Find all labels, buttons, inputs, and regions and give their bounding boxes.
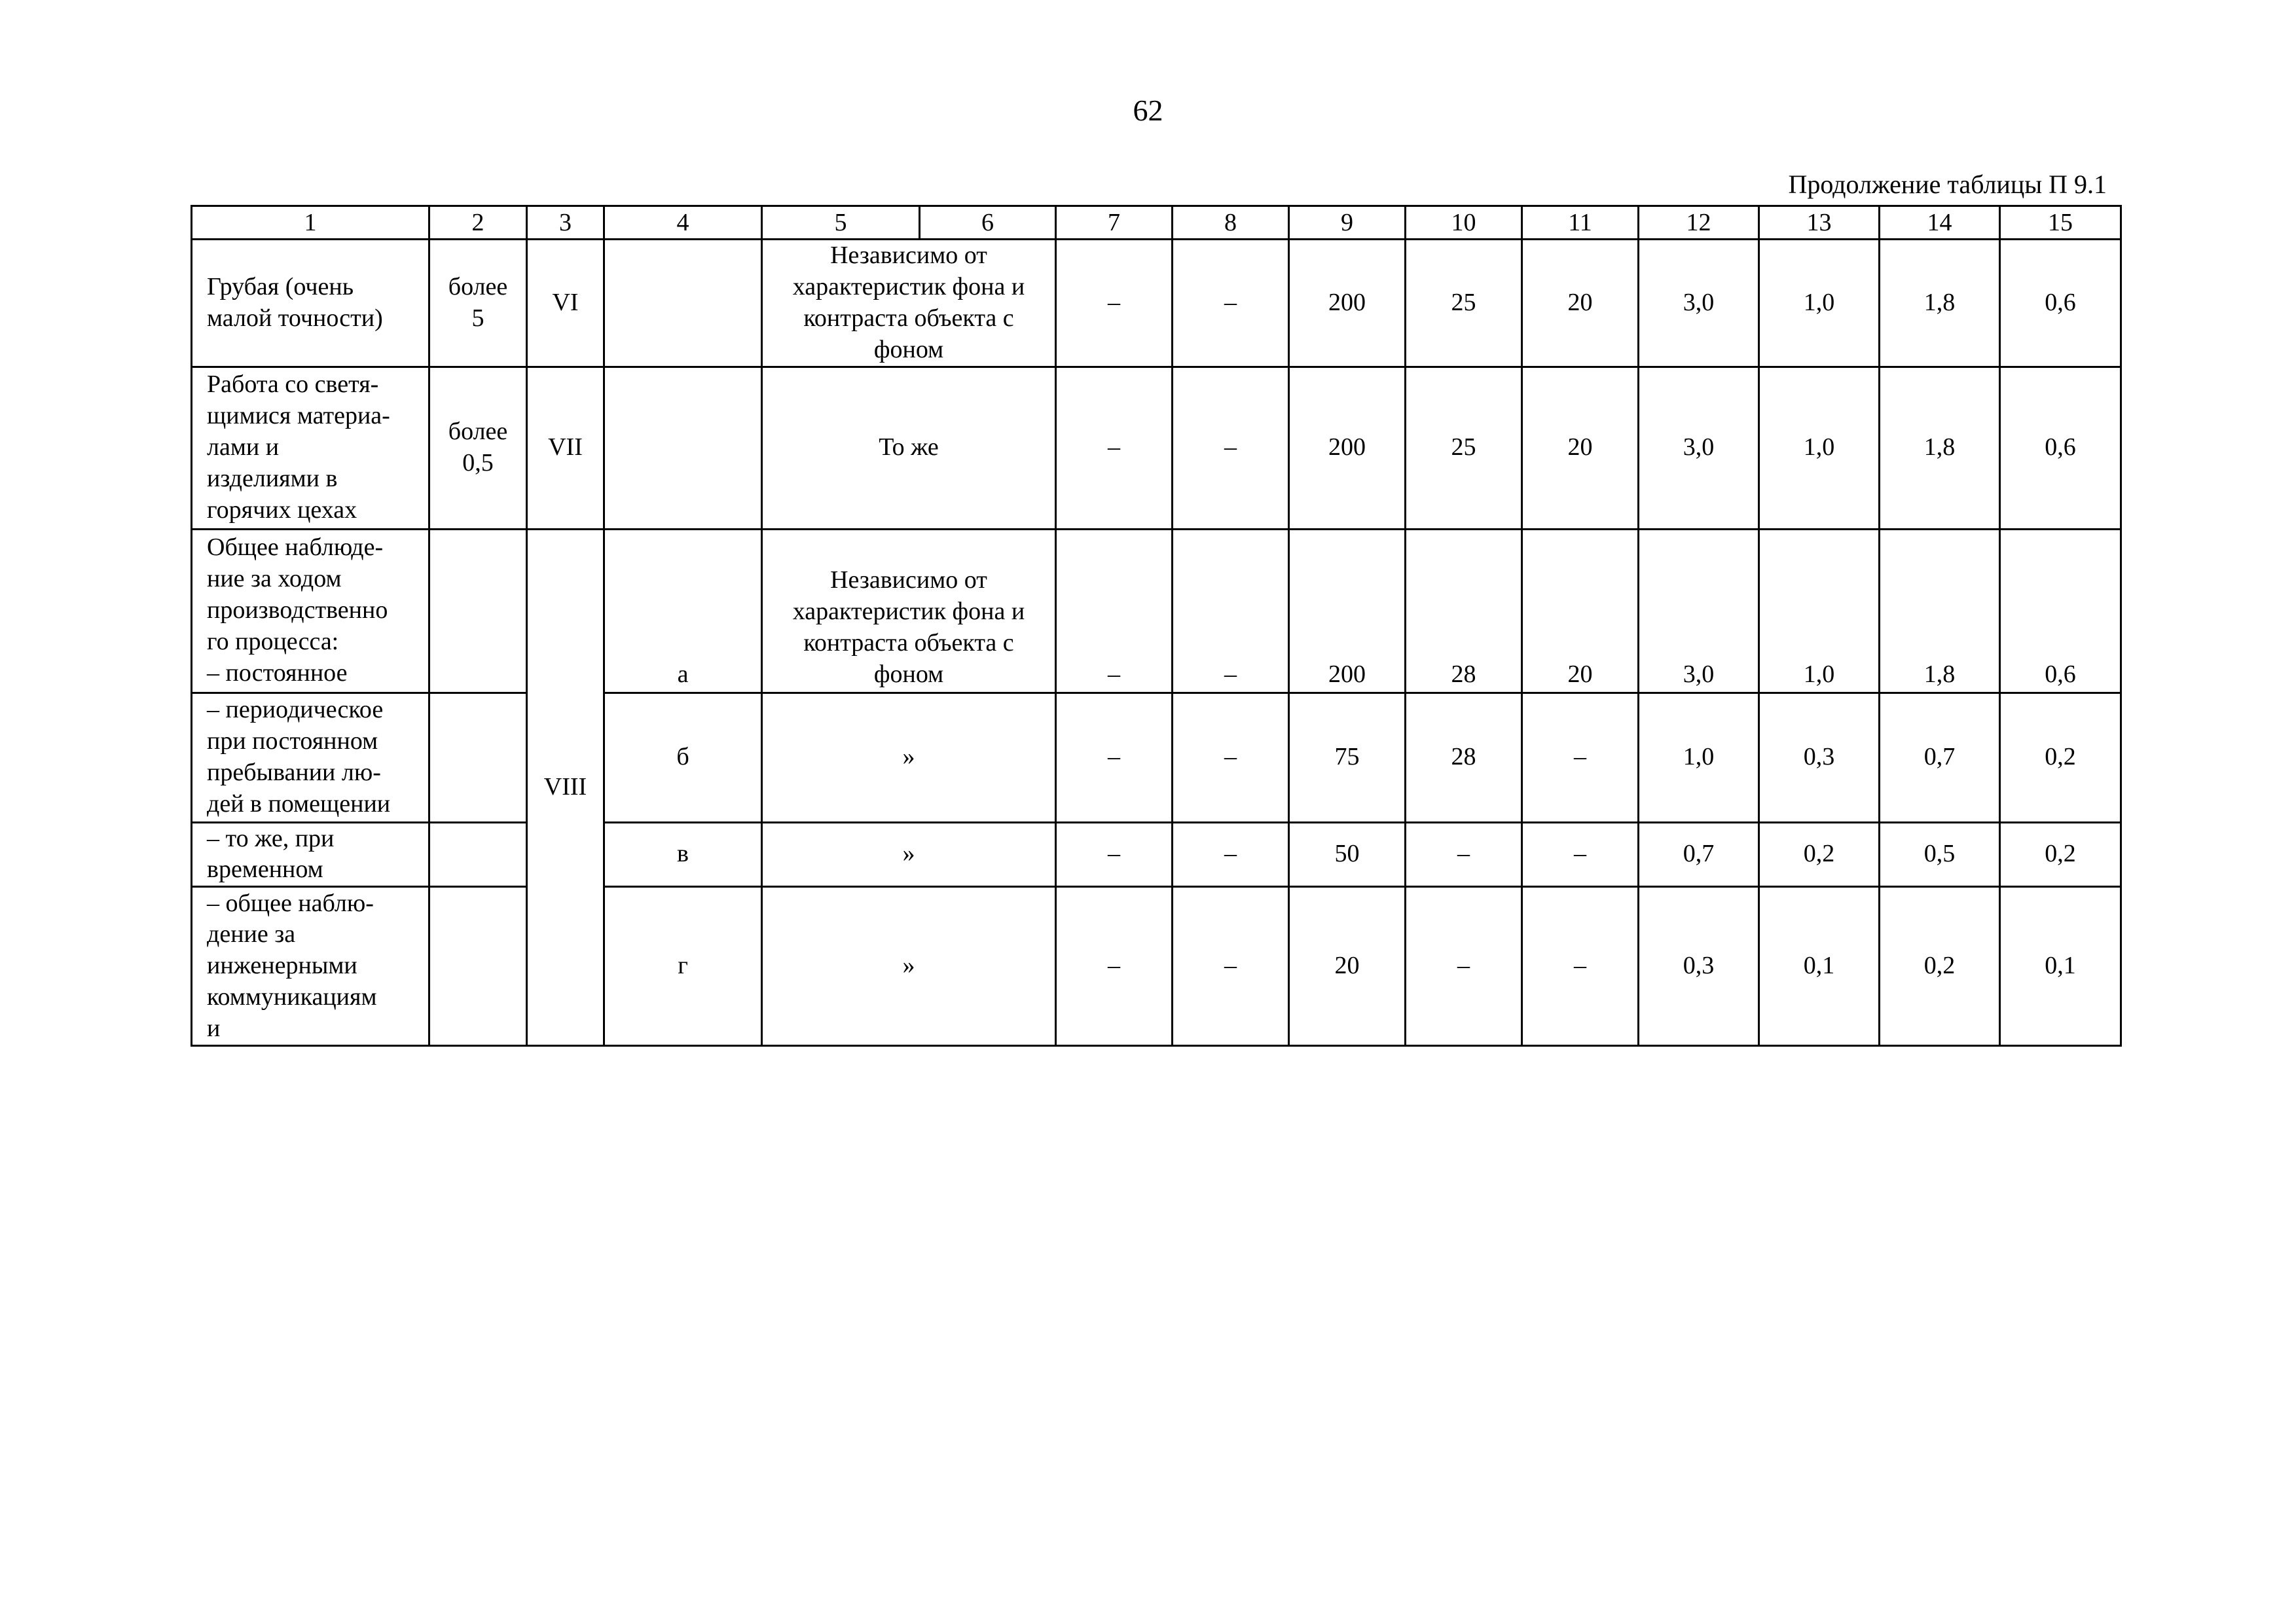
value-cell: – (1173, 240, 1289, 367)
value-cell: 1,0 (1759, 367, 1880, 529)
value-cell: 0,2 (2000, 693, 2121, 822)
table-row (192, 529, 2121, 693)
value-cell: – (1173, 529, 1289, 693)
work-characteristic-cell: – периодическое при постоянном пребывании лю- дей в помещении (192, 693, 429, 822)
value-cell: 1,0 (1639, 693, 1759, 822)
background-contrast-cell: » (762, 887, 1056, 1046)
object-size-cell (429, 529, 527, 693)
value-cell: 1,0 (1759, 529, 1880, 693)
header-cell: 8 (1173, 206, 1289, 240)
value-cell: 0,2 (2000, 822, 2121, 887)
value-cell: 25 (1406, 367, 1522, 529)
object-size-cell (429, 693, 527, 822)
table-row (192, 822, 2121, 887)
category-cell: VI (527, 240, 604, 367)
background-contrast-cell: » (762, 693, 1056, 822)
value-cell: – (1173, 367, 1289, 529)
value-cell: 0,1 (2000, 887, 2121, 1046)
value-cell: 3,0 (1639, 367, 1759, 529)
value-cell: 0,5 (1880, 822, 2000, 887)
value-cell: 1,0 (1759, 240, 1880, 367)
value-cell: 20 (1522, 529, 1639, 693)
table-row (192, 240, 2121, 367)
header-cell: 14 (1880, 206, 2000, 240)
table-row (192, 367, 2121, 529)
value-cell: 25 (1406, 240, 1522, 367)
value-cell: 0,2 (1759, 822, 1880, 887)
header-row (192, 206, 2121, 240)
header-cell: 2 (429, 206, 527, 240)
subcategory-cell: г (604, 887, 762, 1046)
header-cell: 6 (920, 206, 1056, 240)
table-caption: Продолжение таблицы П 9.1 (1788, 170, 2107, 199)
value-cell: – (1173, 887, 1289, 1046)
value-cell: 0,6 (2000, 240, 2121, 367)
header-cell: 12 (1639, 206, 1759, 240)
background-contrast-cell: » (762, 822, 1056, 887)
table-row (192, 693, 2121, 822)
object-size-cell: более 0,5 (429, 367, 527, 529)
value-cell: – (1406, 887, 1522, 1046)
header-cell: 3 (527, 206, 604, 240)
subcategory-cell: б (604, 693, 762, 822)
background-contrast-cell: То же (762, 367, 1056, 529)
value-cell: 3,0 (1639, 529, 1759, 693)
value-cell: 0,6 (2000, 367, 2121, 529)
category-cell: VIII (527, 529, 604, 1046)
header-cell: 7 (1056, 206, 1173, 240)
subcategory-cell: в (604, 822, 762, 887)
value-cell: 0,3 (1759, 693, 1880, 822)
header-cell: 1 (192, 206, 429, 240)
subcategory-cell (604, 240, 762, 367)
work-characteristic-cell: – общее наблю- дение за инженерными коммуникациям и (192, 887, 429, 1046)
object-size-cell (429, 887, 527, 1046)
value-cell: 200 (1289, 529, 1406, 693)
value-cell: 0,7 (1639, 822, 1759, 887)
table-row (192, 887, 2121, 1046)
page-number: 62 (1133, 94, 1163, 127)
value-cell: – (1056, 367, 1173, 529)
value-cell: 0,3 (1639, 887, 1759, 1046)
header-cell: 9 (1289, 206, 1406, 240)
value-cell: 50 (1289, 822, 1406, 887)
value-cell: 1,8 (1880, 367, 2000, 529)
value-cell: – (1406, 822, 1522, 887)
object-size-cell: более 5 (429, 240, 527, 367)
value-cell: 20 (1522, 367, 1639, 529)
header-cell: 5 (762, 206, 920, 240)
value-cell: 28 (1406, 529, 1522, 693)
value-cell: 0,2 (1880, 887, 2000, 1046)
background-contrast-cell: Независимо от характеристик фона и контраста объекта с фоном (762, 240, 1056, 367)
work-characteristic-cell: Общее наблюде- ние за ходом производственно го процесса: – постоянное (192, 529, 429, 693)
value-cell: – (1056, 693, 1173, 822)
value-cell: 3,0 (1639, 240, 1759, 367)
work-characteristic-cell: Грубая (очень малой точности) (192, 240, 429, 367)
work-characteristic-cell: – то же, при временном (192, 822, 429, 887)
value-cell: – (1056, 822, 1173, 887)
value-cell: – (1056, 240, 1173, 367)
subcategory-cell (604, 367, 762, 529)
header-cell: 10 (1406, 206, 1522, 240)
header-cell: 4 (604, 206, 762, 240)
object-size-cell (429, 822, 527, 887)
header-cell: 15 (2000, 206, 2121, 240)
value-cell: – (1056, 529, 1173, 693)
value-cell: 28 (1406, 693, 1522, 822)
background-contrast-cell: Независимо от характеристик фона и контраста объекта с фоном (762, 529, 1056, 693)
category-cell: VII (527, 367, 604, 529)
header-cell: 13 (1759, 206, 1880, 240)
value-cell: 1,8 (1880, 240, 2000, 367)
subcategory-cell: а (604, 529, 762, 693)
value-cell: 0,1 (1759, 887, 1880, 1046)
value-cell: 20 (1522, 240, 1639, 367)
value-cell: – (1173, 822, 1289, 887)
header-cell: 11 (1522, 206, 1639, 240)
value-cell: – (1056, 887, 1173, 1046)
value-cell: 1,8 (1880, 529, 2000, 693)
value-cell: 0,7 (1880, 693, 2000, 822)
work-characteristic-cell: Работа со светя- щимися материа- лами и изделиями в горячих цехах (192, 367, 429, 529)
value-cell: 20 (1289, 887, 1406, 1046)
value-cell: – (1522, 693, 1639, 822)
value-cell: 200 (1289, 240, 1406, 367)
value-cell: – (1522, 887, 1639, 1046)
lighting-norms-table (191, 205, 2122, 1047)
value-cell: 75 (1289, 693, 1406, 822)
value-cell: 0,6 (2000, 529, 2121, 693)
value-cell: – (1173, 693, 1289, 822)
value-cell: 200 (1289, 367, 1406, 529)
value-cell: – (1522, 822, 1639, 887)
